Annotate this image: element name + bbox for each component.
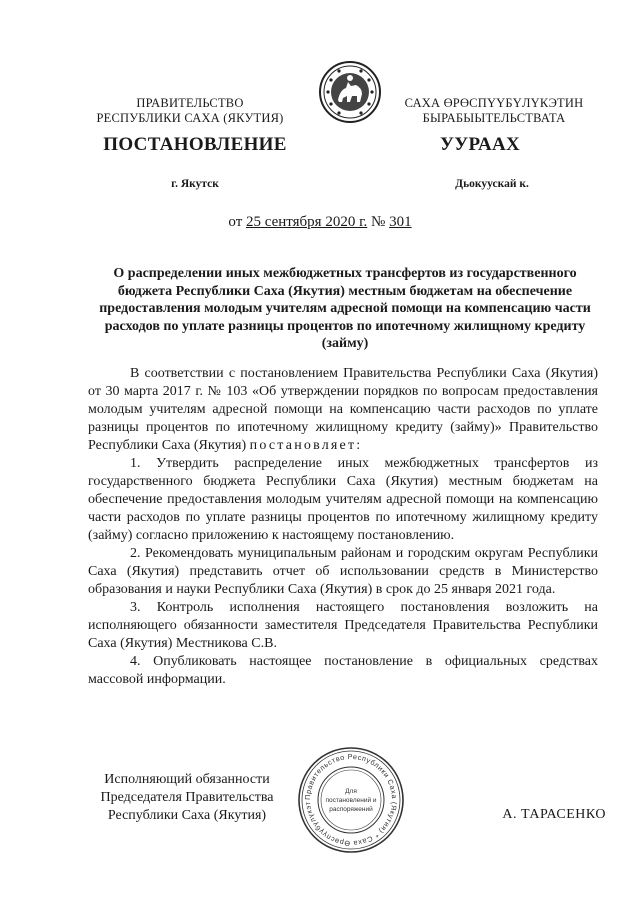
seal-center-line1: Для	[345, 788, 357, 795]
signatory-position	[82, 771, 292, 825]
decree-body	[88, 365, 598, 689]
item-1: 1. Утвердить распределение иных межбюджетных трансфертов из государственного бюджета Республики Саха (Якутия) местным бюджетам на обеспечение предоставления молодым учителям адресной помощи на компенсацию части расходов по уплате разницы процентов по ипотечному жилищному кредиту (займу) согласно приложению к настоящему постановлению.	[88, 456, 598, 543]
header-right-line2: БЫРАБЫЫТЕЛЬСТВАТА	[422, 111, 566, 125]
official-seal-icon	[296, 745, 406, 855]
date-prefix: от	[228, 214, 246, 230]
header-right-line1: САХА ӨРӨСПҮҮБҮЛҮКЭТИН	[404, 96, 584, 110]
item-4: 4. Опубликовать настоящее постановление в официальных средствах массовой информации.	[88, 654, 598, 687]
header-left	[70, 96, 310, 126]
preamble-text: В соответствии с постановлением Правительства Республики Саха (Якутия) от 30 марта 2017 г. № 103 «Об утверждении порядков по вопросам предоставления молодым учителям адресной помощи на компенсацию части расходов по уплате разницы процентов по ипотечному жилищному кредиту (займу)» Правительство Республики Саха (Якутия)	[88, 366, 598, 453]
header-left-line1: ПРАВИТЕЛЬСТВО	[136, 96, 244, 110]
header-left-line2: РЕСПУБЛИКИ САХА (ЯКУТИЯ)	[96, 111, 284, 125]
number-prefix: №	[367, 214, 390, 230]
seal-center-line3: распоряжений	[329, 806, 373, 813]
position-line2: Председателя Правительства	[100, 790, 274, 805]
item-2: 2. Рекомендовать муниципальным районам и городским округам Республики Саха (Якутия) представить отчет об использовании средств в Министерство образования и науки Республики Саха (Якутия) в срок до 25 января 2021 года.	[88, 546, 598, 597]
document-title-sah: УУРААХ	[439, 134, 521, 155]
decree-number: 301	[389, 214, 412, 230]
preamble-paragraph	[88, 365, 598, 455]
date-line	[0, 214, 640, 231]
item-3: 3. Контроль исполнения настоящего постановления возложить на исполняющего обязанности заместителя Председателя Правительства Республики Саха (Якутия) Местникова С.В.	[88, 600, 598, 651]
decree-subject: О распределении иных межбюджетных трансфертов из государственного бюджета Республики Саха (Якутия) местным бюджетам на обеспечение предоставления молодым учителям адресной помощи на компенсацию части расходов по уплате разницы процентов по ипотечному жилищному кредиту (займу)	[99, 266, 591, 351]
city-sah: Дьокуускай к.	[455, 178, 529, 190]
seal-center-line2: постановлений и	[325, 797, 377, 804]
coat-of-arms-icon	[318, 60, 382, 124]
signatory-name: А. ТАРАСЕНКО	[502, 807, 606, 822]
position-line3: Республики Саха (Якутия)	[107, 808, 267, 823]
decree-date: 25 сентября 2020 г.	[246, 214, 368, 230]
city-ru: г. Якутск	[171, 178, 219, 190]
decree-word: постановляет:	[249, 438, 363, 453]
header-right	[376, 96, 612, 126]
document-title-ru: ПОСТАНОВЛЕНИЕ	[103, 134, 287, 155]
seal-outer-text: Правительство Республики Саха (Якутия) * Саха Өрөспүүбүлүкэт	[302, 751, 400, 849]
position-line1: Исполняющий обязанности	[104, 772, 270, 787]
